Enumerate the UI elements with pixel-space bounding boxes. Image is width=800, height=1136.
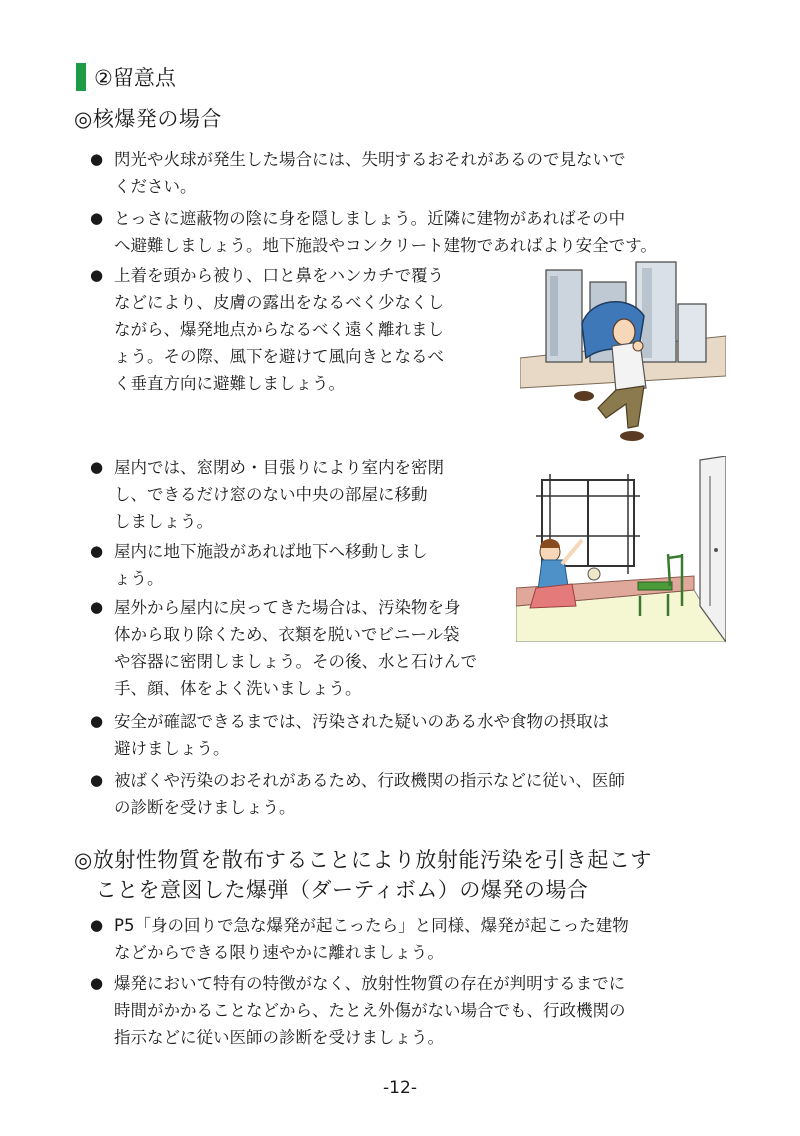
- bullet-dot: ●: [90, 150, 104, 168]
- section-header: [76, 62, 176, 92]
- dirty-bomb-heading-line: ことを意図した爆弾（ダーティボム）の爆発の場合: [74, 878, 589, 902]
- bullet-line: 避けましょう。: [114, 739, 230, 758]
- bullet-line: へ避難しましょう。地下施設やコンクリート建物であればより安全です。: [114, 236, 657, 255]
- bullet-line: 屋外から屋内に戻ってきた場合は、汚染物を身: [114, 598, 461, 617]
- bullet-line: 屋内に地下施設があれば地下へ移動しまし: [114, 542, 428, 561]
- bullet-line: 屋内では、窓閉め・目張りにより室内を密閉: [114, 458, 444, 477]
- bullet-line: 体から取り除くため、衣類を脱いでビニール袋: [114, 625, 460, 644]
- bullet-dot: ●: [90, 974, 104, 992]
- bullet-line: ながら、爆発地点からなるべく遠く離れまし: [114, 320, 444, 339]
- bullet-line: 被ばくや汚染のおそれがあるため、行政機関の指示などに従い、医師: [114, 771, 625, 790]
- bullet-line: 指示などに従い医師の診断を受けましょう。: [114, 1028, 444, 1047]
- bullet-line: ょう。その際、風下を避けて風向きとなるべ: [114, 347, 444, 366]
- nuclear-heading: [74, 104, 222, 134]
- bullet-line: く垂直方向に避難しましょう。: [114, 374, 345, 393]
- bullet-dot: ●: [90, 266, 104, 284]
- bullet-line: などにより、皮膚の露出をなるべく少なくし: [114, 293, 444, 312]
- bullet-line: ょう。: [114, 569, 164, 588]
- bullet-line: しましょう。: [114, 512, 213, 531]
- bullet-line: P5「身の回りで急な爆発が起こったら」と同様、爆発が起こった建物: [114, 916, 629, 935]
- dirty-bomb-heading: [74, 845, 652, 905]
- section-title: ②留意点: [94, 66, 176, 90]
- bullet-line: し、できるだけ窓のない中央の部屋に移動: [114, 485, 428, 504]
- bullet-dot: ●: [90, 209, 104, 227]
- bullet-line: とっさに遮蔽物の陰に身を隠しましょう。近隣に建物があればその中: [114, 209, 626, 228]
- bullet-line: 安全が確認できるまでは、汚染された疑いのある水や食物の摂取は: [114, 712, 609, 731]
- bullet-line: 手、顔、体をよく洗いましょう。: [114, 679, 362, 698]
- nuclear-heading-text: ◎核爆発の場合: [74, 107, 222, 131]
- sealing-window-illustration: [516, 456, 726, 642]
- bullet-line: の診断を受けましょう。: [114, 798, 296, 817]
- bullet-dot: ●: [90, 712, 104, 730]
- bullet-line: や容器に密閉しましょう。その後、水と石けんで: [114, 652, 477, 671]
- bullet-line: ください。: [114, 177, 197, 196]
- dirty-bomb-heading-line: ◎放射性物質を散布することにより放射能汚染を引き起こす: [74, 848, 652, 872]
- bullet-line: などからできる限り速やかに離れましょう。: [114, 943, 444, 962]
- evacuating-person-illustration: [520, 258, 726, 450]
- bullet-dot: ●: [90, 771, 104, 789]
- bullet-line: 閃光や火球が発生した場合には、失明するおそれがあるので見ないで: [114, 150, 626, 169]
- bullet-dot: ●: [90, 598, 104, 616]
- bullet-line: 爆発において特有の特徴がなく、放射性物質の存在が判明するまでに: [114, 974, 626, 993]
- bullet-line: 時間がかかることなどから、たとえ外傷がない場合でも、行政機関の: [114, 1001, 626, 1020]
- bullet-dot: ●: [90, 458, 104, 476]
- section-marker: [76, 63, 86, 91]
- bullet-dot: ●: [90, 916, 104, 934]
- page-number: -12-: [383, 1078, 417, 1098]
- bullet-dot: ●: [90, 542, 104, 560]
- bullet-line: 上着を頭から被り、口と鼻をハンカチで覆う: [114, 266, 444, 285]
